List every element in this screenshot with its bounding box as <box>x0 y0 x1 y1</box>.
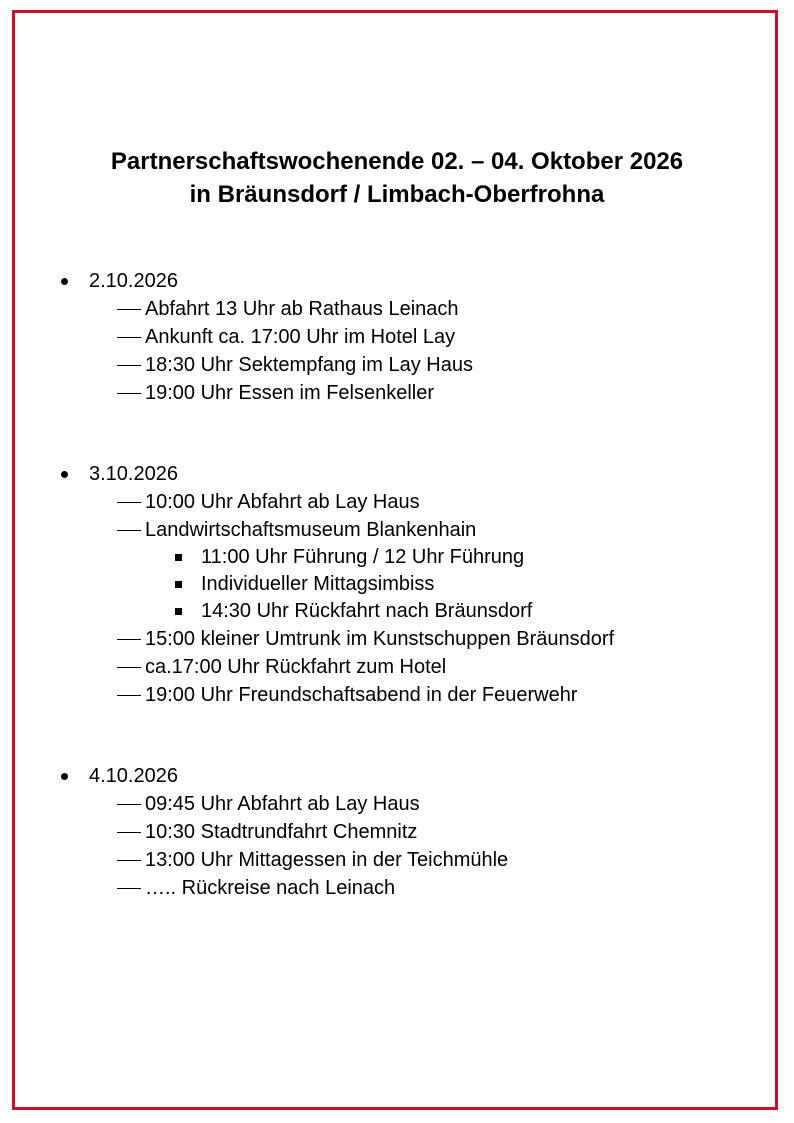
list-item <box>0 351 794 379</box>
dash-icon <box>117 393 141 394</box>
item-text: 15:00 kleiner Umtrunk im Kunstschuppen Bräunsdorf <box>145 628 615 650</box>
square-bullet-icon <box>175 554 182 561</box>
list-item <box>0 323 794 351</box>
list-item <box>0 818 794 846</box>
item-text: 09:45 Uhr Abfahrt ab Lay Haus <box>145 793 420 815</box>
title-line-1: Partnerschaftswochenende 02. – 04. Oktober 2026 <box>110 148 684 175</box>
dash-icon <box>117 832 141 833</box>
list-item <box>0 379 794 407</box>
dash-icon <box>117 639 141 640</box>
item-text: 18:30 Uhr Sektempfang im Lay Haus <box>145 354 473 376</box>
item-text: Ankunft ca. 17:00 Uhr im Hotel Lay <box>145 326 456 348</box>
list-item <box>0 516 794 544</box>
item-text: ca.17:00 Uhr Rückfahrt zum Hotel <box>145 656 447 678</box>
list-item <box>0 846 794 874</box>
list-item <box>0 790 794 818</box>
dash-icon <box>117 804 141 805</box>
item-text: Abfahrt 13 Uhr ab Rathaus Leinach <box>145 298 459 320</box>
day-date: 3.10.2026 <box>89 463 178 485</box>
day-heading <box>0 267 794 295</box>
dash-icon <box>117 365 141 366</box>
dash-icon <box>117 309 141 310</box>
day-heading <box>0 460 794 488</box>
square-bullet-icon <box>175 608 182 615</box>
list-item <box>0 874 794 902</box>
day-items <box>0 488 794 709</box>
day-section-1 <box>0 267 794 407</box>
dash-icon <box>117 337 141 338</box>
dash-icon <box>117 888 141 889</box>
subitem-text: 11:00 Uhr Führung / 12 Uhr Führung <box>201 546 525 568</box>
item-text: 19:00 Uhr Freundschaftsabend in der Feuerwehr <box>145 684 578 706</box>
dash-icon <box>117 530 141 531</box>
dash-icon <box>117 502 141 503</box>
list-item <box>0 295 794 323</box>
list-item <box>0 681 794 709</box>
list-item <box>0 488 794 516</box>
subitem-text: 14:30 Uhr Rückfahrt nach Bräunsdorf <box>201 600 533 622</box>
sub-list-item <box>0 571 794 598</box>
list-item <box>0 625 794 653</box>
sub-list-item <box>0 598 794 625</box>
day-items <box>0 790 794 902</box>
sub-list-item <box>0 544 794 571</box>
item-text: 10:00 Uhr Abfahrt ab Lay Haus <box>145 491 420 513</box>
dash-icon <box>117 695 141 696</box>
day-items <box>0 295 794 407</box>
document-title <box>0 145 794 211</box>
dash-icon <box>117 667 141 668</box>
item-text: Landwirtschaftsmuseum Blankenhain <box>145 519 477 541</box>
day-section-3 <box>0 762 794 902</box>
item-text: 19:00 Uhr Essen im Felsenkeller <box>145 382 435 404</box>
square-bullet-icon <box>175 581 182 588</box>
bullet-icon <box>61 471 68 478</box>
day-date: 4.10.2026 <box>89 765 178 787</box>
subitem-text: Individueller Mittagsimbiss <box>201 573 435 595</box>
day-section-2 <box>0 460 794 709</box>
list-item <box>0 653 794 681</box>
title-line-2: in Bräunsdorf / Limbach-Oberfrohna <box>189 181 605 208</box>
bullet-icon <box>61 773 68 780</box>
day-heading <box>0 762 794 790</box>
item-text: ….. Rückreise nach Leinach <box>145 877 396 899</box>
item-text: 10:30 Stadtrundfahrt Chemnitz <box>145 821 418 843</box>
item-text: 13:00 Uhr Mittagessen in der Teichmühle <box>145 849 509 871</box>
bullet-icon <box>61 278 68 285</box>
dash-icon <box>117 860 141 861</box>
day-date: 2.10.2026 <box>89 270 178 292</box>
